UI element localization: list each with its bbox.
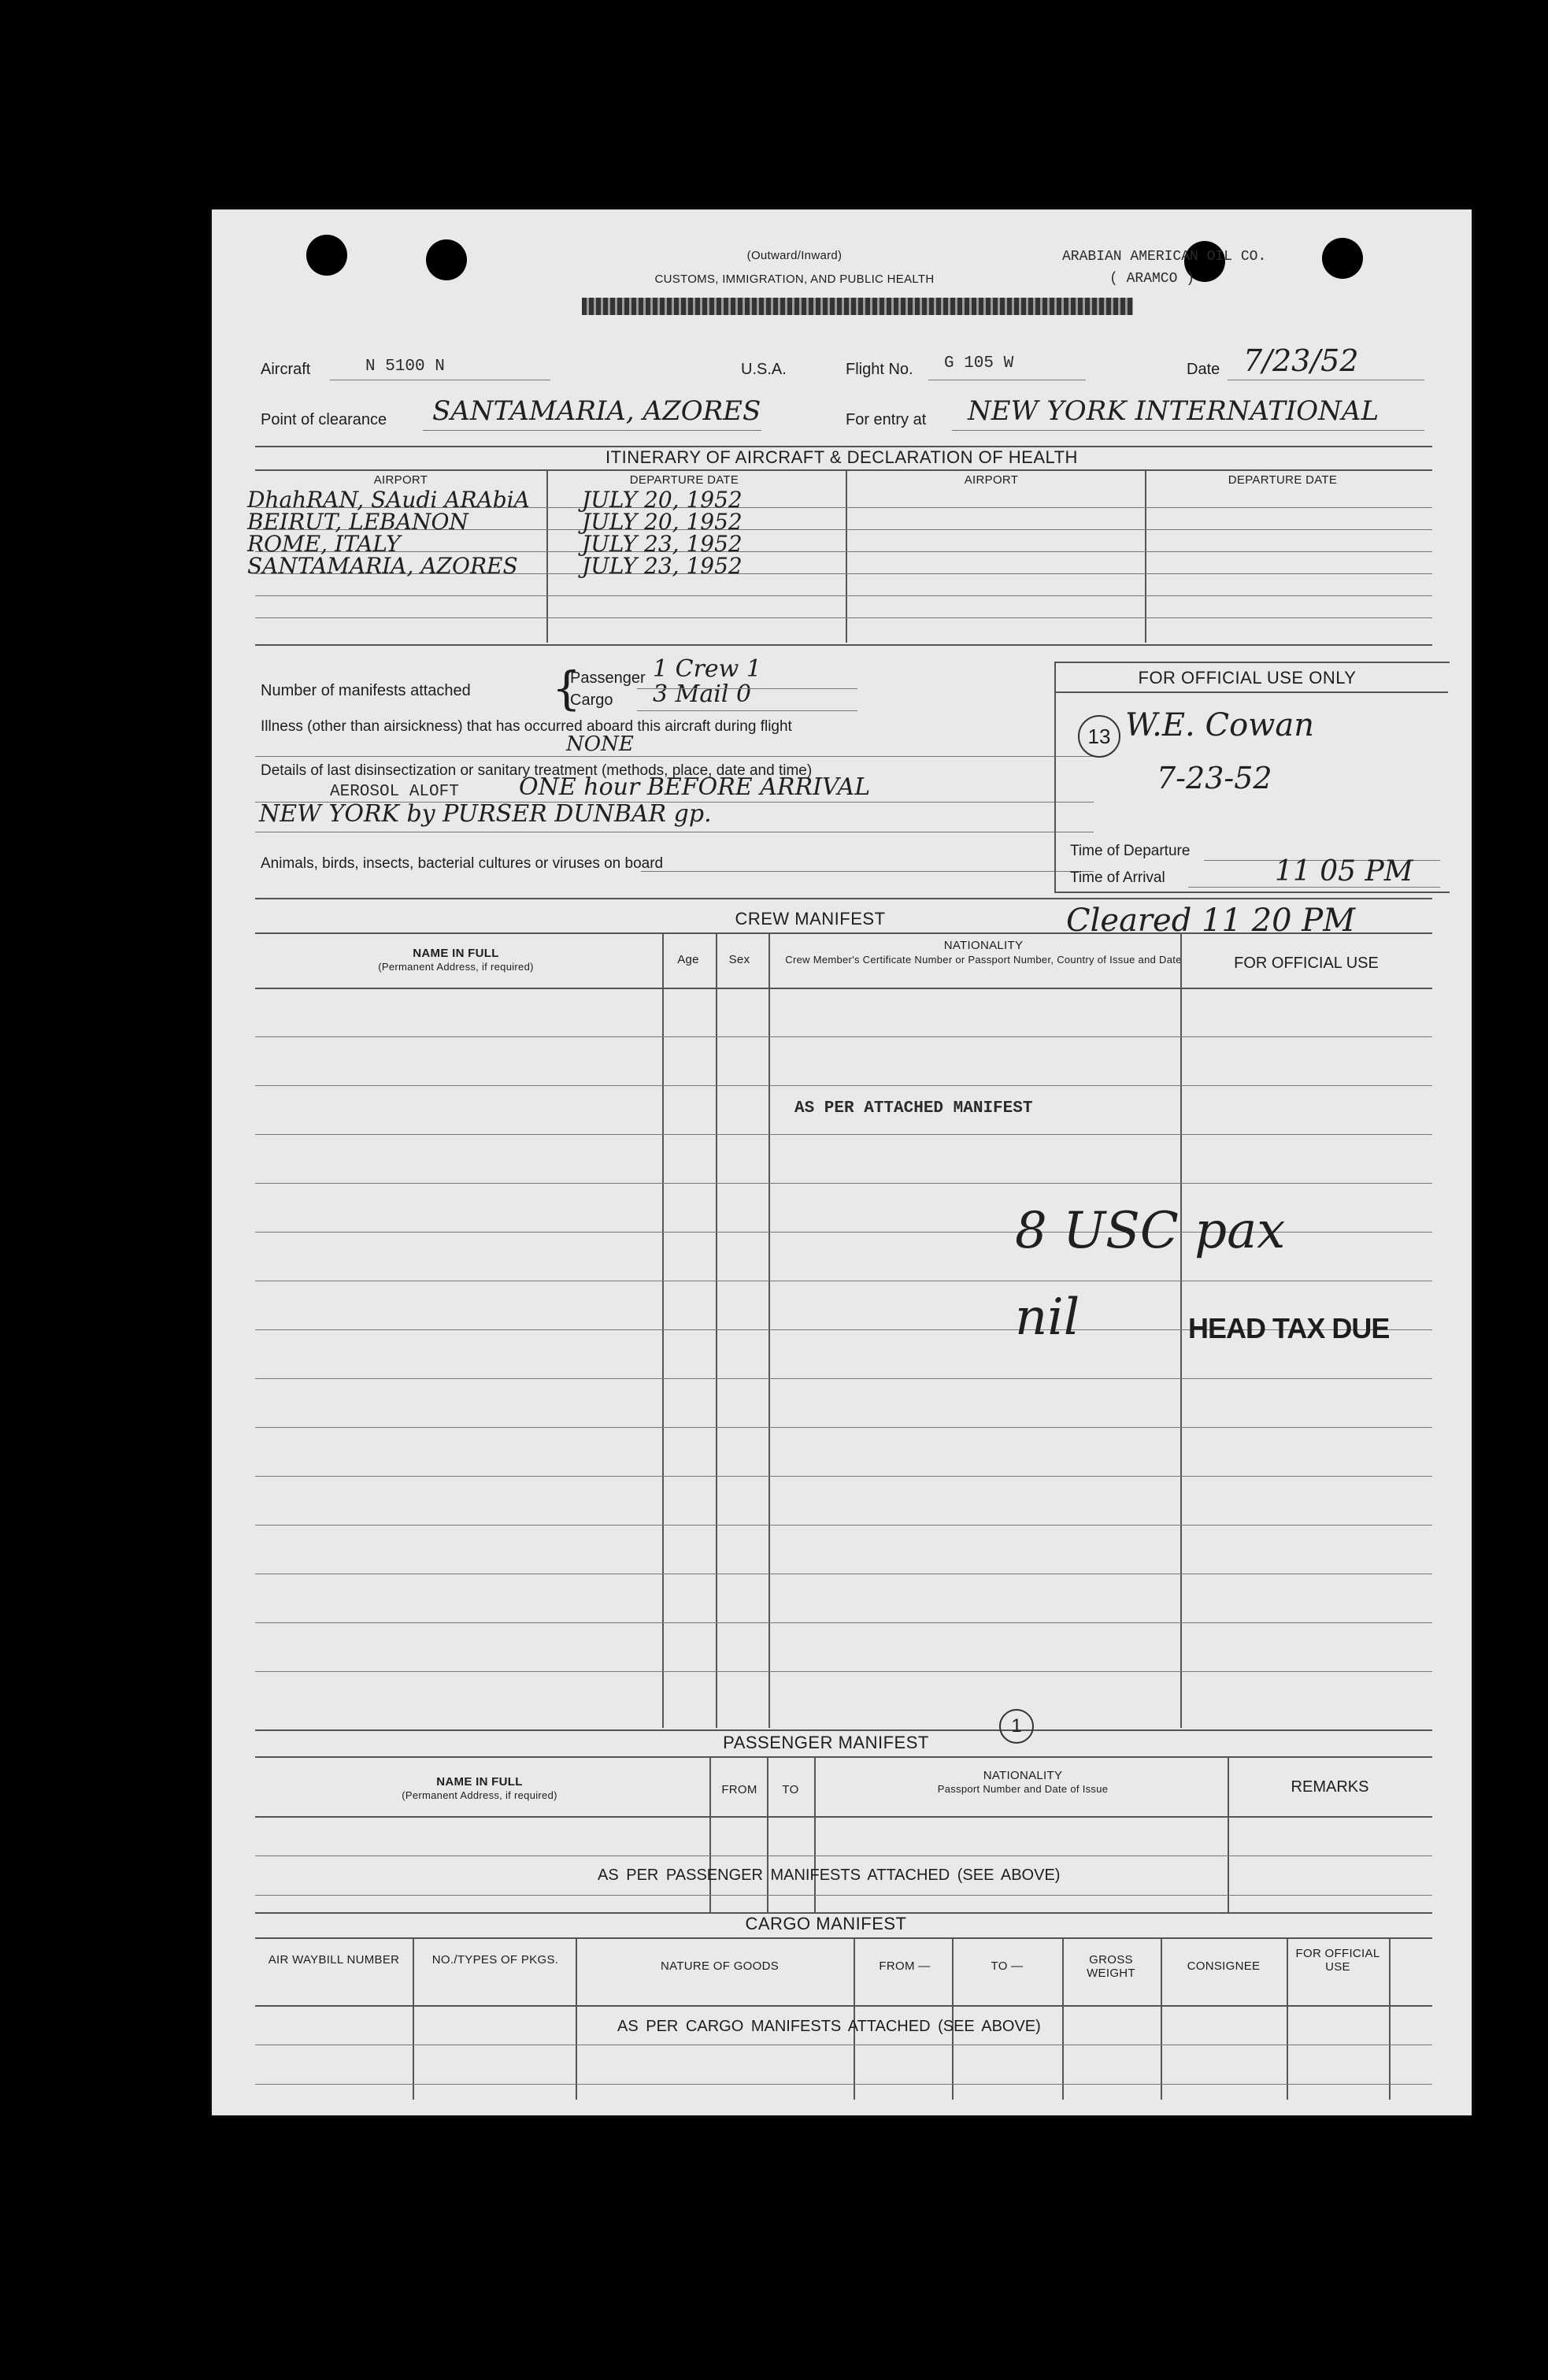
punch-hole (426, 239, 467, 280)
cargo-col-waybill: AIR WAYBILL NUMBER (268, 1953, 400, 1967)
official-signature-date: 7-23-52 (1157, 761, 1272, 795)
cargo-col-types: NO./TYPES OF PKGS. (431, 1953, 559, 1967)
cargo-count-value: 3 Mail 0 (653, 680, 752, 708)
brace-icon: { (552, 662, 581, 715)
passenger-col-name: NAME IN FULL (436, 1775, 523, 1789)
passenger-value: 1 Crew 1 (653, 655, 761, 683)
cargo-count-label: Cargo (570, 691, 613, 709)
disinsect-hand-1: ONE hour BEFORE ARRIVAL (519, 773, 871, 801)
cargo-col-from: FROM — (879, 1959, 931, 1973)
passenger-col-to: TO (782, 1783, 799, 1796)
itinerary-title: ITINERARY OF AIRCRAFT & DECLARATION OF HEALTH (605, 447, 1078, 467)
flight-label: Flight No. (846, 361, 913, 378)
cargo-col-weight: GROSS WEIGHT (1087, 1953, 1135, 1980)
agency-line: CUSTOMS, IMMIGRATION, AND PUBLIC HEALTH (654, 272, 935, 286)
passenger-col-nationality: NATIONALITY (983, 1769, 1063, 1782)
itinerary-date-3: JULY 23, 1952 (582, 531, 743, 557)
official-circle-number: 13 (1078, 715, 1120, 758)
cargo-col-to: TO — (991, 1959, 1024, 1973)
date-label: Date (1187, 361, 1220, 378)
disinsect-label: Details of last disinsectization or sanitary treatment (methods, place, date and time) (261, 762, 813, 779)
cargo-col-goods: NATURE OF GOODS (660, 1959, 780, 1973)
itinerary-date-4: JULY 23, 1952 (582, 553, 743, 579)
cargo-col-consignee: CONSIGNEE (1187, 1959, 1261, 1973)
entry-label: For entry at (846, 411, 927, 428)
date-value: 7/23/52 (1243, 343, 1359, 378)
aircraft-value: N 5100 N (365, 358, 445, 376)
animals-label: Animals, birds, insects, bacterial cultures or viruses on board (261, 855, 664, 872)
crew-typed-note: AS PER ATTACHED MANIFEST (794, 1099, 1033, 1118)
itinerary-col-departure: DEPARTURE DATE (629, 473, 739, 487)
crew-col-official: FOR OFFICIAL USE (1234, 955, 1379, 972)
usa-label: U.S.A. (741, 361, 787, 378)
illness-value: NONE (566, 732, 634, 756)
crew-col-nationality: NATIONALITY (943, 939, 1024, 952)
punch-hole (306, 235, 347, 276)
passenger-circle-number: 1 (999, 1709, 1034, 1744)
time-arrival-label: Time of Arrival (1070, 869, 1165, 886)
crew-hand-nil: nil (1015, 1288, 1080, 1347)
stamp-line-1: ARABIAN AMERICAN OIL CO. (1062, 249, 1267, 265)
cleared-annotation: Cleared 11 20 PM (1066, 903, 1356, 939)
itinerary-col-airport-2: AIRPORT (964, 473, 1019, 487)
disinsect-typed: AEROSOL ALOFT (330, 783, 459, 801)
flight-value: G 105 W (944, 354, 1014, 373)
crew-col-name: NAME IN FULL (413, 947, 499, 960)
official-signature: W.E. Cowan (1125, 707, 1314, 743)
illness-label: Illness (other than airsickness) that has occurred aboard this aircraft during flight (261, 718, 792, 735)
struck-out-title (582, 298, 1133, 315)
crew-col-name-sub: (Permanent Address, if required) (378, 961, 534, 973)
passenger-title: PASSENGER MANIFEST (723, 1733, 929, 1752)
itinerary-col-airport: AIRPORT (373, 473, 428, 487)
official-title: FOR OFFICIAL USE ONLY (1138, 668, 1357, 688)
punch-hole (1322, 238, 1363, 279)
time-departure-label: Time of Departure (1070, 843, 1191, 859)
cargo-row-text: AS PER CARGO MANIFESTS ATTACHED (SEE ABOVE) (617, 2018, 1041, 2035)
itinerary-col-departure-2: DEPARTURE DATE (1228, 473, 1338, 487)
crew-col-cert: Crew Member's Certificate Number or Passport Number, Country of Issue and Date (785, 954, 1182, 966)
passenger-col-passport: Passport Number and Date of Issue (937, 1783, 1109, 1795)
crew-title: CREW MANIFEST (735, 909, 886, 929)
clearance-label: Point of clearance (261, 411, 387, 428)
crew-col-age: Age (677, 953, 699, 966)
time-arrival-value: 11 05 PM (1275, 855, 1413, 888)
aircraft-label: Aircraft (261, 361, 311, 378)
itinerary-date-2: JULY 20, 1952 (582, 509, 743, 535)
itinerary-airport-3: ROME, ITALY (247, 531, 401, 557)
stamp-line-2: ( ARAMCO ) (1109, 271, 1195, 287)
outward-inward: (Outward/Inward) (746, 249, 843, 262)
head-tax-due: HEAD TAX DUE (1188, 1312, 1390, 1344)
passenger-row-text: AS PER PASSENGER MANIFESTS ATTACHED (SEE ABOVE) (598, 1867, 1061, 1884)
passenger-col-remarks: REMARKS (1291, 1778, 1369, 1796)
clearance-value: SANTAMARIA, AZORES (432, 395, 761, 427)
manifests-label: Number of manifests attached (261, 682, 471, 699)
passenger-col-name-sub: (Permanent Address, if required) (402, 1789, 557, 1801)
itinerary-date-1: JULY 20, 1952 (582, 487, 743, 513)
crew-hand-8usc: 8 USC pax (1015, 1202, 1286, 1260)
passenger-label: Passenger (570, 669, 646, 687)
cargo-col-official: FOR OFFICIAL USE (1295, 1947, 1380, 1974)
passenger-col-from: FROM (721, 1783, 757, 1796)
itinerary-airport-1: DhahRAN, SAudi ARAbiA (247, 487, 530, 513)
itinerary-airport-4: SANTAMARIA, AZORES (247, 553, 518, 579)
itinerary-airport-2: BEIRUT, LEBANON (247, 509, 468, 535)
crew-col-sex: Sex (728, 953, 750, 966)
disinsect-hand-2: NEW YORK by PURSER DUNBAR gp. (259, 800, 712, 828)
entry-value: NEW YORK INTERNATIONAL (968, 395, 1379, 427)
declaration-form (212, 209, 1472, 2115)
cargo-title: CARGO MANIFEST (745, 1914, 907, 1933)
